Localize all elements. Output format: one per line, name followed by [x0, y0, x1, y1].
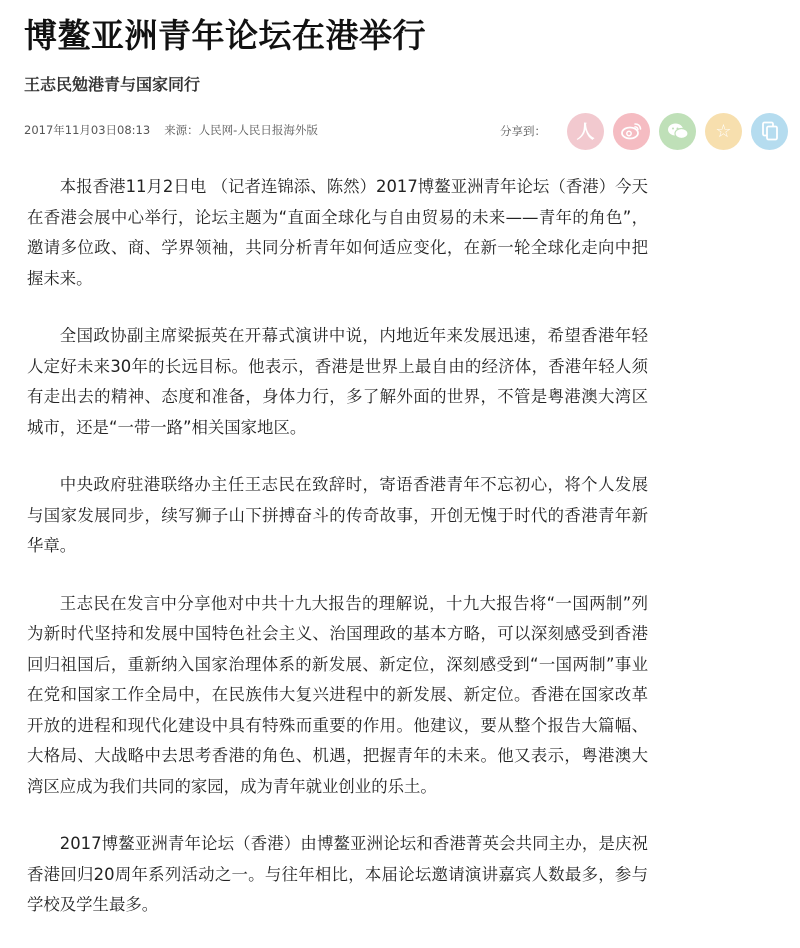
- paragraph: 本报香港11月2日电 （记者连锦添、陈然）2017博鳌亚洲青年论坛（香港）今天在香港会展中心举行，论坛主题为“直面全球化与自由贸易的未来——青年的角色”，邀请多位政、商、学界领袖，共同分析青年如何适应变化，在新一轮全球化走向中把握未来。: [27, 177, 648, 288]
- article-meta: [24, 112, 788, 150]
- publish-datetime: 2017年11月03日08:13: [24, 123, 151, 137]
- article-body: [27, 172, 648, 948]
- weibo-icon-graphic: [621, 122, 643, 140]
- weibo-icon[interactable]: [613, 113, 650, 150]
- copy-icon-graphic: [761, 121, 779, 141]
- paragraph: 全国政协副主席梁振英在开幕式演讲中说，内地近年来发展迅速，希望香港年轻人定好未来30年的长远目标。他表示，香港是世界上最自由的经济体，香港年轻人须有走出去的精神、态度和准备，身体力行，多了解外面的世界，不管是粤港澳大湾区城市，还是“一带一路”相关国家地区。: [27, 326, 648, 437]
- article-source: 来源：人民网-人民日报海外版: [164, 123, 318, 137]
- qzone-icon-glyph: ☆: [715, 120, 732, 142]
- article-subtitle: 王志民勉港青与国家同行: [24, 75, 201, 94]
- qzone-icon[interactable]: [705, 113, 742, 150]
- share-label: 分享到：: [500, 124, 546, 138]
- copy-icon[interactable]: [751, 113, 788, 150]
- paragraph: 中央政府驻港联络办主任王志民在致辞时，寄语香港青年不忘初心，将个人发展与国家发展同步，续写狮子山下拼搏奋斗的传奇故事，开创无愧于时代的香港青年新华章。: [27, 475, 648, 555]
- paragraph: 2017博鳌亚洲青年论坛（香港）由博鳌亚洲论坛和香港菁英会共同主办，是庆祝香港回归20周年系列活动之一。与往年相比，本届论坛邀请演讲嘉宾人数最多，参与学校及学生最多。: [27, 834, 648, 914]
- people-icon[interactable]: [567, 113, 604, 150]
- share-bar: [500, 112, 788, 150]
- meta-info: [24, 122, 318, 138]
- wechat-icon-graphic: [667, 122, 689, 140]
- people-icon-glyph: 人: [576, 122, 595, 143]
- paragraph: 王志民在发言中分享他对中共十九大报告的理解说，十九大报告将“一国两制”列为新时代坚持和发展中国特色社会主义、治国理政的基本方略，可以深刻感受到香港回归祖国后，重新纳入国家治理体系的新发展、新定位，深刻感受到“一国两制”事业在党和国家工作全局中，在民族伟大复兴进程中的新发展、新定位。香港在国家改革开放的进程和现代化建设中具有特殊而重要的作用。他建议，要从整个报告大篇幅、大格局、大战略中去思考香港的角色、机遇，把握青年的未来。他又表示，粤港澳大湾区应成为我们共同的家园，成为青年就业创业的乐土。: [27, 593, 648, 796]
- article-title: 博鳌亚洲青年论坛在港举行: [24, 16, 426, 55]
- wechat-icon[interactable]: [659, 113, 696, 150]
